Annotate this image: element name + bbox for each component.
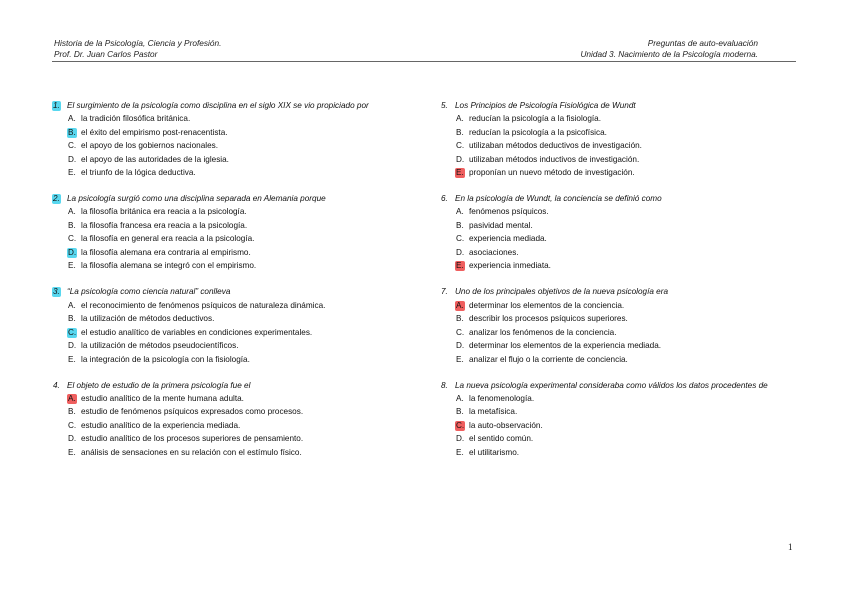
answer-option <box>440 353 800 367</box>
page-number: 1 <box>788 542 793 552</box>
answer-option <box>52 126 412 140</box>
option-letter: D. <box>68 434 77 444</box>
option-letter: B. <box>68 314 76 324</box>
option-text: la filosofía británica era reacia a la psicología. <box>81 207 247 217</box>
answer-option <box>52 432 412 446</box>
option-letter: B. <box>456 127 464 137</box>
answer-option <box>440 205 800 219</box>
answer-option <box>52 205 412 219</box>
option-text: utilizaban métodos inductivos de investigación. <box>469 154 640 164</box>
question-number: 6. <box>441 194 448 204</box>
question-stem <box>52 286 412 298</box>
question-stem <box>440 100 800 112</box>
header-divider <box>52 61 796 62</box>
answer-option <box>52 259 412 273</box>
option-letter: C. <box>68 141 77 151</box>
option-letter: A. <box>68 300 76 310</box>
option-letter: E. <box>456 168 464 178</box>
option-text: utilizaban métodos deductivos de investigación. <box>469 141 642 151</box>
option-letter: B. <box>68 407 76 417</box>
answer-option <box>52 339 412 353</box>
option-letter: E. <box>68 447 76 457</box>
answer-option <box>440 219 800 233</box>
answer-option <box>440 246 800 260</box>
answer-option <box>440 446 800 460</box>
answer-option <box>440 299 800 313</box>
question-stem <box>440 286 800 298</box>
question-text: El surgimiento de la psicología como disciplina en el siglo XIX se vio propiciado por <box>67 101 369 110</box>
question-7 <box>440 286 800 366</box>
question-number: 8. <box>441 380 448 390</box>
option-text: analizar el flujo o la corriente de conciencia. <box>469 354 628 364</box>
option-text: la integración de la psicología con la fisiología. <box>81 354 250 364</box>
option-letter: E. <box>68 261 76 271</box>
answer-option <box>440 392 800 406</box>
options-list <box>52 112 412 180</box>
header-right <box>580 38 758 60</box>
question-text: “La psicología como ciencia natural” conlleva <box>67 287 231 297</box>
option-text: análisis de sensaciones en su relación con el estímulo físico. <box>81 447 302 457</box>
option-letter: E. <box>456 261 464 271</box>
option-letter: B. <box>456 407 464 417</box>
option-text: la fenomenología. <box>469 393 535 403</box>
option-text: el utilitarismo. <box>469 447 520 457</box>
option-text: reducían la psicología a la fisiología. <box>469 114 601 124</box>
option-text: estudio analítico de la experiencia mediada. <box>81 420 241 430</box>
option-letter: D. <box>456 154 465 164</box>
option-text: la filosofía alemana era contraria al empirismo. <box>81 247 251 257</box>
option-letter: D. <box>68 247 77 257</box>
answer-option <box>440 232 800 246</box>
option-text: la utilización de métodos deductivos. <box>81 314 215 324</box>
options-list <box>440 112 800 180</box>
option-text: el éxito del empirismo post-renacentista. <box>81 127 228 137</box>
option-letter: B. <box>68 220 76 230</box>
options-list <box>52 299 412 367</box>
question-text: El objeto de estudio de la primera psicología fue el <box>67 380 251 390</box>
question-text: Uno de los principales objetivos de la nueva psicología era <box>455 287 669 297</box>
question-3 <box>52 286 412 366</box>
option-text: el sentido común. <box>469 434 534 444</box>
option-text: el estudio analítico de variables en condiciones experimentales. <box>81 327 313 337</box>
answer-option <box>52 419 412 433</box>
question-8 <box>440 380 800 460</box>
question-4 <box>52 380 412 460</box>
option-text: la filosofía en general era reacia a la psicología. <box>81 234 255 244</box>
question-number: 5. <box>441 101 448 110</box>
question-text: La nueva psicología experimental consideraba como válidos los datos procedentes de <box>455 380 768 390</box>
answer-option <box>440 259 800 273</box>
option-letter: B. <box>456 314 464 324</box>
option-letter: A. <box>456 207 464 217</box>
option-letter: C. <box>68 420 77 430</box>
answer-option <box>52 219 412 233</box>
options-list <box>440 205 800 273</box>
question-1 <box>52 100 412 180</box>
answer-option <box>52 326 412 340</box>
option-letter: A. <box>68 207 76 217</box>
answer-option <box>52 139 412 153</box>
option-text: proponían un nuevo método de investigación. <box>469 168 635 178</box>
option-letter: C. <box>68 327 77 337</box>
question-6 <box>440 193 800 273</box>
answer-option <box>52 246 412 260</box>
question-stem <box>52 193 412 205</box>
answer-option <box>52 232 412 246</box>
answer-option <box>52 446 412 460</box>
option-letter: C. <box>456 420 465 430</box>
option-text: experiencia mediada. <box>469 234 547 244</box>
question-number: 4. <box>53 380 60 390</box>
option-text: reducían la psicología a la psicofísica. <box>469 127 607 137</box>
option-text: describir los procesos psíquicos superiores. <box>469 314 628 324</box>
answer-option <box>52 166 412 180</box>
option-letter: C. <box>456 234 465 244</box>
option-letter: D. <box>456 341 465 351</box>
answer-option <box>440 166 800 180</box>
option-text: el reconocimiento de fenómenos psíquicos de naturaleza dinámica. <box>81 300 326 310</box>
option-text: determinar los elementos de la experiencia mediada. <box>469 341 662 351</box>
option-text: la filosofía francesa era reacia a la psicología. <box>81 220 248 230</box>
option-letter: E. <box>68 168 76 178</box>
answer-option <box>52 153 412 167</box>
course-title: Historia de la Psicología, Ciencia y Profesión. <box>54 38 222 48</box>
option-text: asociaciones. <box>469 247 519 257</box>
answer-option <box>440 432 800 446</box>
option-letter: D. <box>68 341 77 351</box>
option-text: la utilización de métodos pseudocientíficos. <box>81 341 239 351</box>
answer-option <box>52 112 412 126</box>
option-text: la tradición filosófica británica. <box>81 114 191 124</box>
question-text: Los Principios de Psicología Fisiológica de Wundt <box>455 101 636 110</box>
question-text: En la psicología de Wundt, la conciencia se definió como <box>455 194 662 204</box>
question-number: 2. <box>53 194 60 204</box>
question-number: 1. <box>53 101 60 110</box>
document-title: Preguntas de auto-evaluación <box>647 38 758 48</box>
option-letter: A. <box>68 114 76 124</box>
option-text: determinar los elementos de la conciencia. <box>469 300 625 310</box>
option-text: la metafísica. <box>469 407 518 417</box>
option-text: el triunfo de la lógica deductiva. <box>81 168 196 178</box>
answer-option <box>440 339 800 353</box>
options-list <box>440 299 800 367</box>
question-stem <box>440 193 800 205</box>
answer-option <box>52 299 412 313</box>
unit-title: Unidad 3. Nacimiento de la Psicología moderna. <box>580 49 758 59</box>
answer-option <box>52 392 412 406</box>
question-stem <box>52 100 412 112</box>
answer-option <box>440 419 800 433</box>
option-text: analizar los fenómenos de la conciencia. <box>469 327 617 337</box>
option-text: la filosofía alemana se integró con el empirismo. <box>81 261 257 271</box>
right-column <box>440 100 800 473</box>
answer-option <box>440 326 800 340</box>
professor-name: Prof. Dr. Juan Carlos Pastor <box>54 49 158 59</box>
option-letter: C. <box>456 141 465 151</box>
option-letter: B. <box>456 220 464 230</box>
option-letter: D. <box>456 247 465 257</box>
answer-option <box>440 153 800 167</box>
option-letter: C. <box>68 234 77 244</box>
option-text: experiencia inmediata. <box>469 261 551 271</box>
answer-option <box>52 353 412 367</box>
option-text: estudio analítico de la mente humana adulta. <box>81 393 244 403</box>
question-stem <box>440 380 800 392</box>
options-list <box>52 392 412 460</box>
answer-option <box>52 312 412 326</box>
answer-option <box>440 405 800 419</box>
option-letter: A. <box>456 114 464 124</box>
option-letter: D. <box>456 434 465 444</box>
option-text: estudio de fenómenos psíquicos expresados como procesos. <box>81 407 304 417</box>
option-letter: B. <box>68 127 76 137</box>
option-letter: E. <box>456 354 464 364</box>
question-5 <box>440 100 800 180</box>
option-text: fenómenos psíquicos. <box>469 207 549 217</box>
option-text: el apoyo de las autoridades de la iglesia. <box>81 154 229 164</box>
option-letter: A. <box>68 393 76 403</box>
left-column <box>52 100 412 473</box>
option-letter: D. <box>68 154 77 164</box>
header-left <box>54 38 221 60</box>
option-text: pasividad mental. <box>469 220 533 230</box>
option-text: estudio analítico de los procesos superiores de pensamiento. <box>81 434 304 444</box>
answer-option <box>440 139 800 153</box>
option-letter: A. <box>456 300 464 310</box>
option-letter: E. <box>68 354 76 364</box>
question-2 <box>52 193 412 273</box>
option-letter: A. <box>456 393 464 403</box>
options-list <box>52 205 412 273</box>
options-list <box>440 392 800 460</box>
option-letter: E. <box>456 447 464 457</box>
option-text: el apoyo de los gobiernos nacionales. <box>81 141 219 151</box>
answer-option <box>440 312 800 326</box>
answer-option <box>52 405 412 419</box>
option-letter: C. <box>456 327 465 337</box>
answer-option <box>440 112 800 126</box>
option-text: la auto-observación. <box>469 420 543 430</box>
question-number: 3. <box>53 287 60 297</box>
question-stem <box>52 380 412 392</box>
question-text: La psicología surgió como una disciplina separada en Alemania porque <box>67 194 326 204</box>
answer-option <box>440 126 800 140</box>
question-number: 7. <box>441 287 448 297</box>
